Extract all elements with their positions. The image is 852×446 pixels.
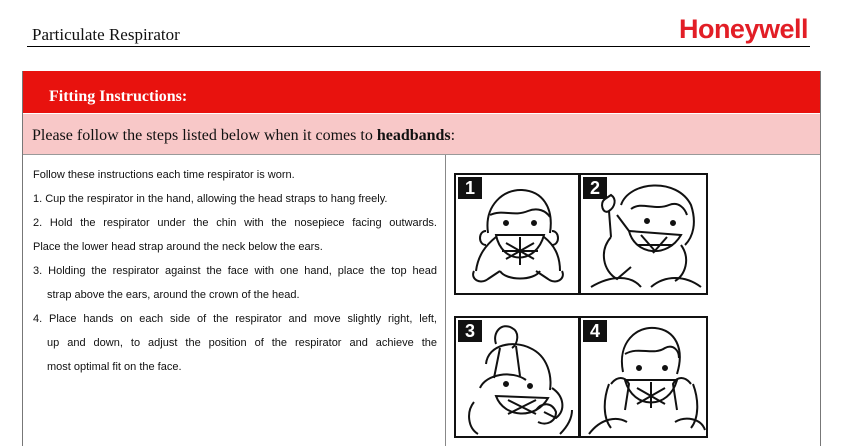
step-2-line-2: Place the lower head strap around the neck below the ears. bbox=[33, 241, 323, 253]
intro-text bbox=[32, 127, 455, 145]
figure-1-number: 1 bbox=[458, 177, 482, 199]
intro-bar bbox=[23, 114, 820, 155]
header-rule bbox=[27, 46, 810, 47]
figure-2-number: 2 bbox=[583, 177, 607, 199]
honeywell-logo: Honeywell bbox=[678, 14, 808, 44]
intro-suffix: : bbox=[450, 127, 456, 144]
step-4-line-1: 4. Place hands on each side of the respirator and move slightly right, left, bbox=[33, 313, 437, 325]
figure-3-number: 3 bbox=[458, 320, 482, 342]
figure-2 bbox=[579, 173, 708, 295]
intro-prefix: Please follow the steps listed below when it comes to bbox=[32, 127, 377, 144]
document-title: Particulate Respirator bbox=[32, 25, 180, 44]
step-3-line-1: 3. Holding the respirator against the face with one hand, place the top head bbox=[33, 265, 437, 277]
step-3-line-2: strap above the ears, around the crown of the head. bbox=[47, 289, 300, 301]
step-4-line-3: most optimal fit on the face. bbox=[47, 361, 182, 373]
figure-4 bbox=[579, 316, 708, 438]
instruction-lead: Follow these instructions each time respirator is worn. bbox=[33, 169, 295, 181]
figure-3 bbox=[454, 316, 580, 438]
figure-4-number: 4 bbox=[583, 320, 607, 342]
section-heading-bar bbox=[23, 71, 820, 113]
intro-bold: headbands bbox=[376, 127, 451, 144]
step-2-line-1: 2. Hold the respirator under the chin with the nosepiece facing outwards. bbox=[33, 217, 437, 229]
step-4-line-2: up and down, to adjust the position of the respirator and achieve the bbox=[47, 337, 437, 349]
steps-text bbox=[33, 163, 437, 379]
figure-1 bbox=[454, 173, 580, 295]
step-1: 1. Cup the respirator in the hand, allowing the head straps to hang freely. bbox=[33, 193, 388, 205]
section-heading: Fitting Instructions: bbox=[49, 88, 188, 105]
column-divider bbox=[445, 155, 446, 446]
